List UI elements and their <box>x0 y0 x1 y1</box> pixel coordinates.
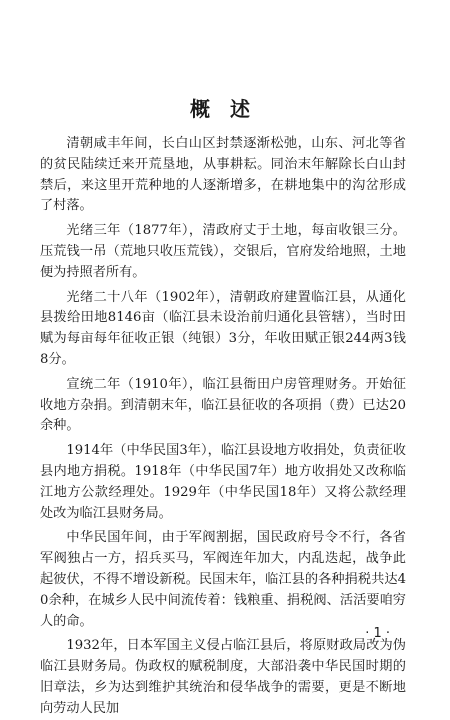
paragraph-4: 宣统二年（1910年），临江县衙田户房管理财务。开始征收地方杂捐。到清朝末年，临江县征收的各项捐（费）已达20余种。 <box>40 376 406 434</box>
page-number: · 1 · <box>365 626 390 641</box>
paragraph-6: 中华民国年间，由于军阀割据，国民政府号令不行，各省军阀独占一方，招兵买马，军阀连年加大，内乱迭起，战争此起彼伏，不得不增设新税。民国末年，临江县的各种捐税共达40余种，在城乡人民中间流传着：钱粮重、捐税阀、活活要咱穷人的命。 <box>40 530 406 629</box>
paragraph-5: 1914年（中华民国3年），临江县设地方收捐处，负责征收县内地方捐税。1918年（中华民国7年）地方收捐处又改称临江地方公款经理处。1929年（中华民国18年）又将公款经理处改为临江县财务局。 <box>40 443 406 521</box>
paragraph-2: 光绪三年（1877年），清政府丈于土地，每亩收银三分。压荒钱一吊（荒地只收压荒钱），交银后，官府发给地照，土地便为持照者所有。 <box>40 223 406 280</box>
paragraph-1: 清朝咸丰年间，长白山区封禁逐渐松弛，山东、河北等省的贫民陆续迁来开荒垦地，从事耕耘。同治末年解除长白山封禁后，来这里开荒种地的人逐渐增多，在耕地集中的沟岔形成了村落。 <box>40 136 406 214</box>
page-title: 概述 <box>190 97 270 121</box>
paragraph-7: 1932年，日本军国主义侵占临江县后，将原财政局改为伪临江县财务局。伪政权的赋税制度，大部沿袭中华民国时期的旧章法，乡为达到维护其统治和侵华战争的需要，更是不断地向劳动人民加 <box>40 638 406 716</box>
paragraph-3: 光绪二十八年（1902年），清朝政府建置临江县，从通化县拨给田地8146亩（临江县未设治前归通化县管辖），当时田赋为每亩每年征收正银（纯银）3分，年收田赋正银244两3钱8分。 <box>40 289 406 367</box>
